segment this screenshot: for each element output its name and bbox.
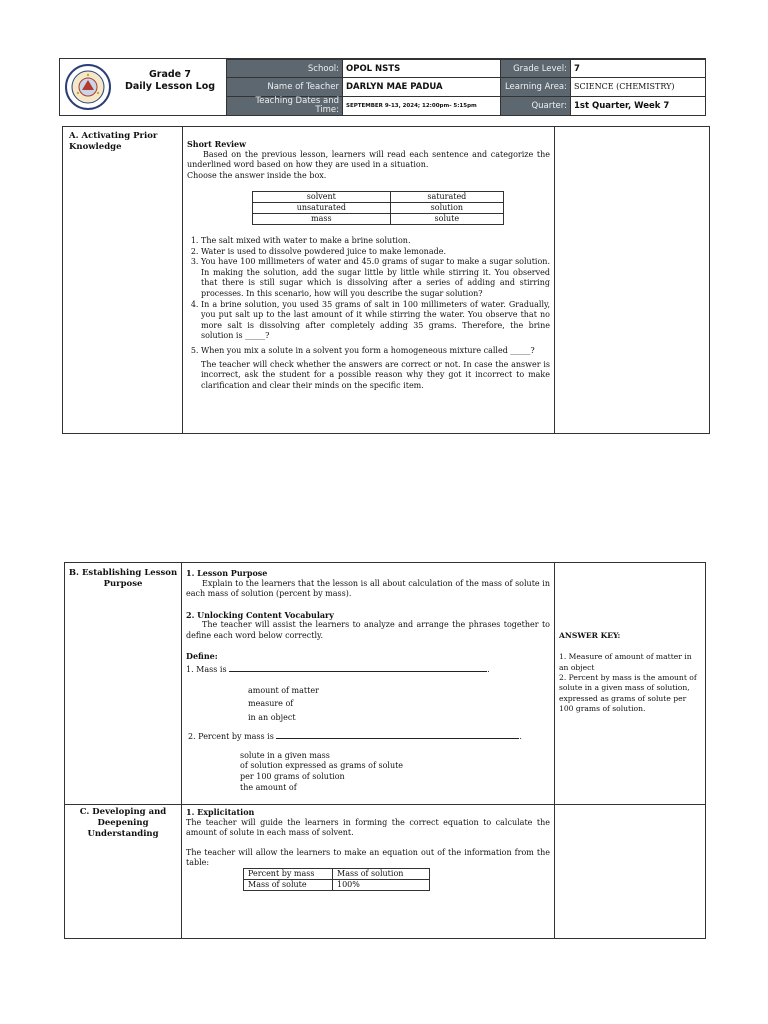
explicitation-text: The teacher will guide the learners in forming the correct equation to calculate the amount of solute in each mass of solvent. (186, 817, 550, 838)
header-info-table (226, 59, 706, 116)
q2-phrases (186, 751, 550, 793)
phrase: amount of matter (248, 685, 319, 695)
lesson-purpose-text: Explain to the learners that the lesson is all about calculation of the mass of solute in each mass of solution (percent by mass). (186, 578, 550, 599)
short-review-instruction: Choose the answer inside the box. (187, 170, 327, 180)
table-row (244, 880, 430, 891)
teacher-note: The teacher will check whether the answers are correct or not. In case the answer is incorrect, ask the student for a possible reason why they got it incorrect to make clarification and clear their minds on the specific item. (201, 359, 550, 390)
quarter-value: 1st Quarter, Week 7 (571, 96, 706, 115)
phrase: measure of (248, 699, 294, 709)
box-cell: saturated (390, 192, 503, 203)
table-row (253, 192, 504, 203)
answer-key-title: ANSWER KEY: (559, 631, 621, 641)
define-label: Define: (186, 650, 218, 661)
define-q2-text: 2. Percent by mass is (188, 732, 274, 742)
word-choice-box (252, 191, 504, 225)
vocab-title: 2. Unlocking Content Vocabulary (186, 609, 334, 620)
quarter-label: Quarter: (501, 96, 571, 115)
section-b-content (186, 568, 550, 793)
phrase: solute in a given mass (240, 750, 330, 760)
learning-area-label: Learning Area: (501, 78, 571, 96)
phrase: the amount of (240, 782, 297, 792)
dates-label: Teaching Dates and Time: (227, 96, 343, 115)
teacher-label: Name of Teacher (227, 78, 343, 96)
review-items (187, 236, 550, 391)
define-q2-blank[interactable] (276, 738, 519, 739)
box-cell: solvent (253, 192, 391, 203)
box-cell: mass (253, 214, 391, 225)
box-cell: unsaturated (253, 203, 391, 214)
table-cell: Percent by mass (244, 869, 333, 880)
list-item: 4. In a brine solution, you used 35 grams of salt in 100 millimeters of water. Gradually, you put salt up to the last amount of it while stirring the water. You observe that no more salt is dissolving after completely adding 35 grams. Therefore, the brine solution is _____? (201, 300, 550, 342)
box-cell: solute (390, 214, 503, 225)
equation-instruction: The teacher will allow the learners to make an equation out of the information from the table: (186, 847, 550, 868)
define-q1: 1. Mass is . (186, 665, 490, 675)
box-cell: solution (390, 203, 503, 214)
dates-value: SEPTEMBER 9-13, 2024; 12:00pm- 5:15pm (343, 96, 501, 115)
log-title (110, 69, 230, 93)
phrase: in an object (248, 712, 296, 722)
section-a-table (62, 126, 710, 434)
section-a-label: A. Activating Prior Knowledge (69, 131, 158, 152)
answer-key-text: 1. Measure of amount of matter in an object 2. Percent by mass is the amount of solute in a given mass of solution, expressed as grams of solute per 100 grams of solution. (559, 652, 697, 714)
equation-table (243, 868, 430, 891)
list-item: 3. You have 100 millimeters of water and 45.0 grams of sugar to make a sugar solution. In making the solution, add the sugar little by little while stirring it. You observed that there is still sugar which is dissolving after a series of adding and stirring processes. In this scenario, how will you describe the sugar solution? (201, 257, 550, 299)
define-q2: 2. Percent by mass is . (188, 732, 522, 742)
table-cell: 100% (333, 880, 430, 891)
school-value: OPOL NSTS (343, 60, 501, 78)
explicitation-title: 1. Explicitation (186, 807, 255, 817)
define-q1-text: 1. Mass is (186, 665, 227, 675)
vocab-text: The teacher will assist the learners to analyze and arrange the phrases together to define each word below correctly. (186, 620, 550, 640)
section-a-content (187, 139, 550, 181)
list-item: 2. Water is used to dissolve powdered juice to make lemonade. (201, 247, 550, 258)
table-cell: Mass of solution (333, 869, 430, 880)
deped-seal-logo (64, 63, 112, 111)
table-cell: Mass of solute (244, 880, 333, 891)
phrase: per 100 grams of solution (240, 772, 345, 782)
table-row (253, 203, 504, 214)
short-review-intro: Based on the previous lesson, learners will read each sentence and categorize the underlined word based on how they are used in a situation. (187, 149, 550, 170)
learning-area-value: SCIENCE (CHEMISTRY) (571, 78, 706, 96)
section-b-label: B. Establishing Lesson Purpose (68, 568, 178, 589)
define-q1-blank[interactable] (229, 671, 487, 672)
section-bc-table (64, 562, 706, 939)
grade-heading: Grade 7 (148, 69, 192, 80)
short-review-title: Short Review (187, 139, 247, 149)
school-label: School: (227, 60, 343, 78)
teacher-value: DARLYN MAE PADUA (343, 78, 501, 96)
q1-phrases (186, 684, 550, 725)
table-row (244, 869, 430, 880)
grade-level-label: Grade Level: (501, 60, 571, 78)
section-c-content (186, 807, 550, 869)
list-item: 1. The salt mixed with water to make a brine solution. (201, 236, 550, 247)
phrase: of solution expressed as grams of solute (240, 761, 404, 771)
lesson-log-header (59, 58, 706, 116)
lesson-purpose-title: 1. Lesson Purpose (186, 568, 268, 578)
daily-lesson-log-heading: Daily Lesson Log (124, 81, 216, 92)
section-c-label: C. Developing and Deepening Understanding (79, 807, 167, 839)
list-item: 5. When you mix a solute in a solvent you form a homogeneous mixture called _____? (201, 346, 550, 357)
grade-level-value: 7 (571, 60, 706, 78)
answer-key (559, 621, 701, 725)
table-row (253, 214, 504, 225)
